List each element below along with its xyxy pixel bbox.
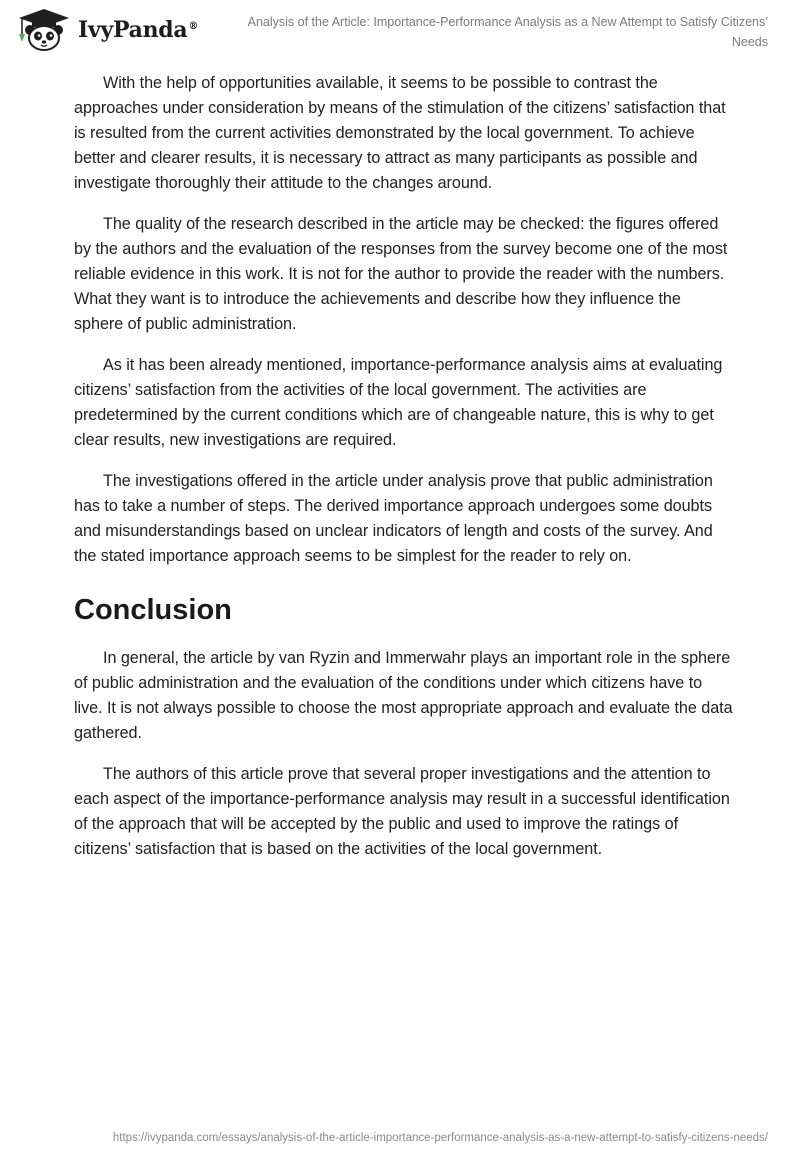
body-paragraph: As it has been already mentioned, importance-performance analysis aims at evaluating citizens’ satisfaction from the activities of the local government. The activities are predetermined by the current conditions which are of changeable nature, this is why to get clear results, new investigations are required. (74, 356, 723, 449)
page-header (0, 0, 800, 64)
body-paragraph: The quality of the research described in the article may be checked: the figures offered by the authors and the evaluation of the responses from the survey become one of the most reliable evidence in this work. It is not for the author to provide the reader with the numbers. What they want is to introduce the achievements and describe how they influence the sphere of public administration. (74, 215, 728, 333)
conclusion-paragraph: The authors of this article prove that several proper investigations and the attention to each aspect of the importance-performance analysis may result in a successful identification of the approach that will be accepted by the public and used to improve the ratings of citizens’ satisfaction that is based on the activities of the local government. (74, 765, 730, 858)
conclusion-heading: Conclusion (74, 594, 232, 626)
ivypanda-logo[interactable] (14, 8, 198, 52)
essay-content (74, 71, 734, 878)
panda-mascot-icon (14, 8, 74, 52)
source-url-link[interactable]: https://ivypanda.com/essays/analysis-of-the-article-importance-performance-analysis-as-a-new-attempt-to-satisfy-citizens-needs/ (112, 1132, 768, 1144)
registered-mark: ® (188, 20, 199, 32)
document-title: Analysis of the Article: Importance-Performance Analysis as a New Attempt to Satisfy Citizens’ Needs (247, 15, 768, 49)
body-paragraph: With the help of opportunities available, it seems to be possible to contrast the approaches under consideration by means of the stimulation of the citizens’ satisfaction that is resulted from the current activities demonstrated by the local government. To achieve better and clearer results, it is necessary to attract as many participants as possible and investigate thoroughly their attitude to the changes around. (74, 74, 726, 192)
brand-name: IvyPanda® (78, 17, 199, 43)
conclusion-paragraph: In general, the article by van Ryzin and Immerwahr plays an important role in the sphere of public administration and the evaluation of the conditions under which citizens have to live. It is not always possible to choose the most appropriate approach and evaluate the data gathered. (74, 649, 733, 742)
body-paragraph: The investigations offered in the article under analysis prove that public administration has to take a number of steps. The derived importance approach undergoes some doubts and misunderstandings based on unclear indicators of length and costs of the survey. And the stated importance approach seems to be simplest for the reader to rely on. (74, 472, 713, 565)
